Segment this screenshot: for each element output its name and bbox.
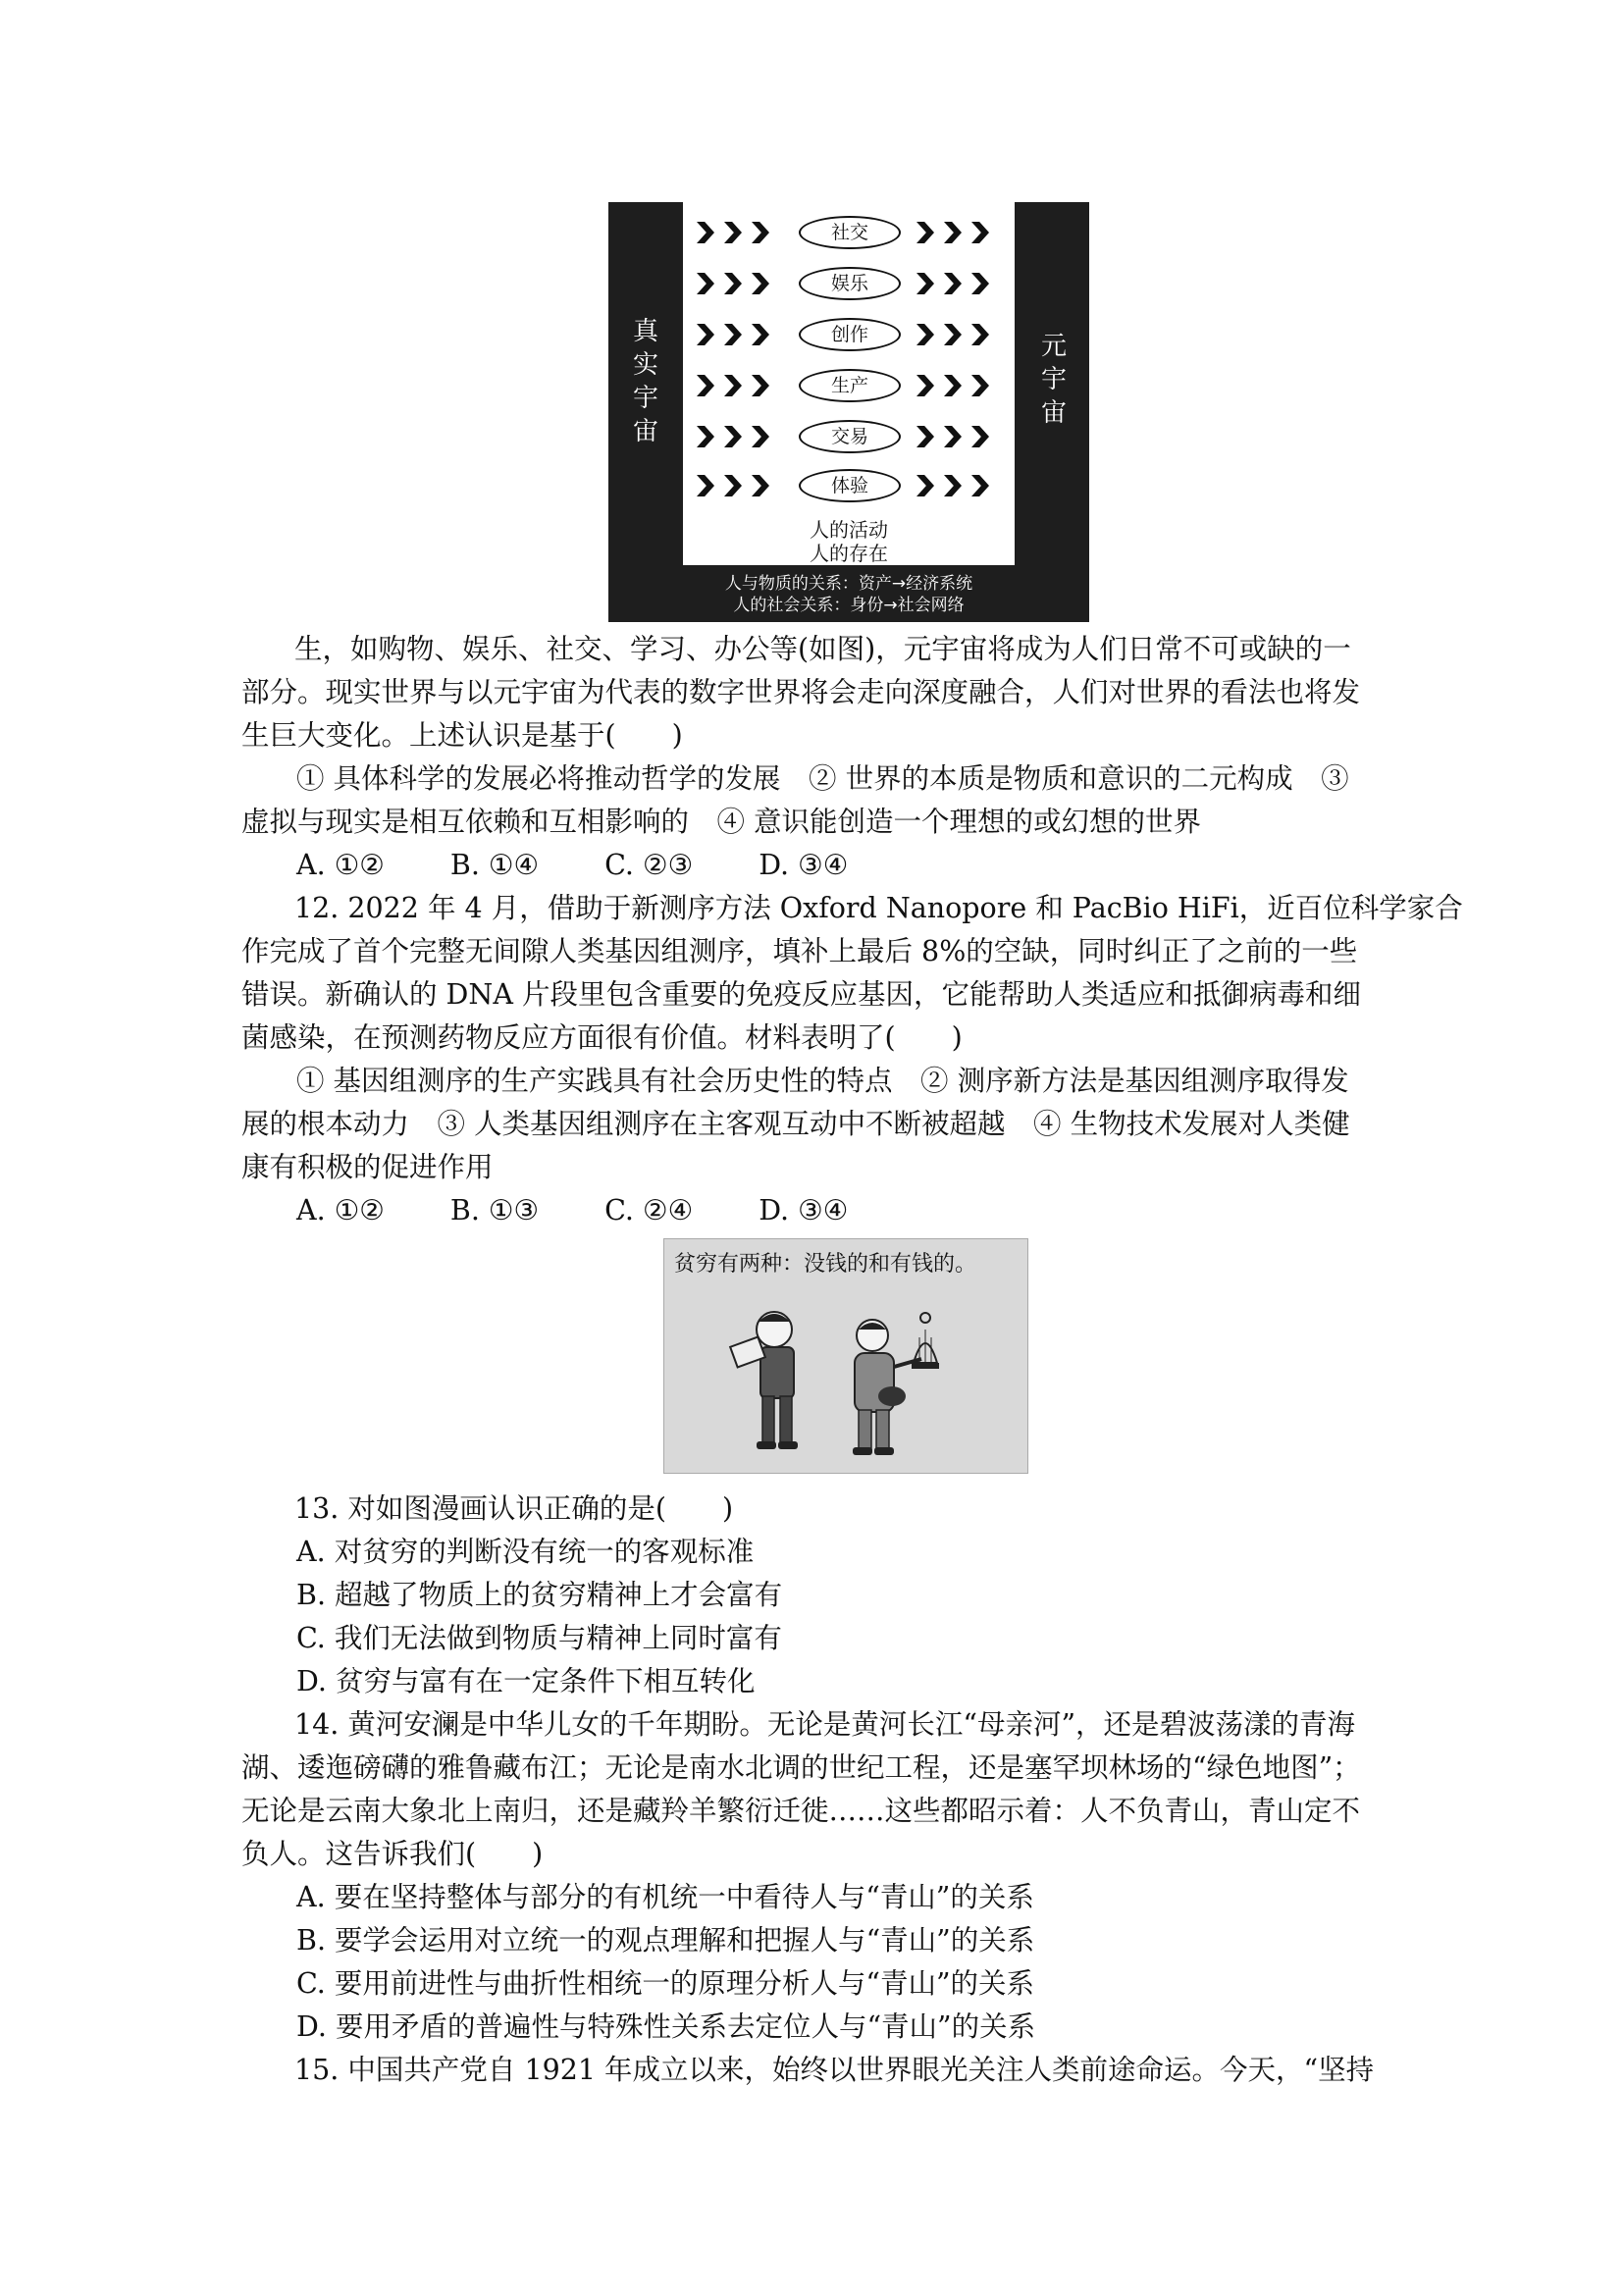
reading-man-icon [730, 1312, 798, 1449]
activity-row [683, 265, 1015, 304]
cartoon-figures-icon [664, 1239, 1027, 1473]
chevron-right-icon [971, 222, 989, 243]
human-existence-caption: 人的存在 [810, 542, 888, 565]
q14-line: 负人。这告诉我们( ) [241, 1838, 544, 1870]
chevron-right-icon [724, 475, 742, 496]
q12-line: 展的根本动力 ③ 人类基因组测序在主客观互动中不断被超越 ④ 生物技术发展对人类健 [241, 1108, 1350, 1140]
chevron-right-icon [916, 426, 934, 447]
q12-line: 错误。新确认的 DNA 片段里包含重要的免疫反应基因，它能帮助人类适应和抵御病毒和细 [241, 978, 1361, 1011]
q13-choice-c[interactable]: C. 我们无法做到物质与精神上同时富有 [296, 1622, 782, 1654]
chevron-right-icon [944, 375, 962, 396]
q14-line: 14. 黄河安澜是中华儿女的千年期盼。无论是黄河长江“母亲河”，还是碧波荡漾的青海 [294, 1708, 1356, 1741]
q11-line: 部分。现实世界与以元宇宙为代表的数字世界将会走向深度融合，人们对世界的看法也将发 [241, 676, 1361, 708]
activity-row [683, 316, 1015, 355]
q14-choice-d[interactable]: D. 要用矛盾的普遍性与特殊性关系去定位人与“青山”的关系 [296, 2010, 1036, 2043]
activity-oval: 体验 [799, 469, 901, 502]
activity-oval: 娱乐 [799, 267, 901, 300]
metaverse-label: 元宇宙 [1040, 332, 1067, 428]
activity-oval: 生产 [799, 369, 901, 402]
chevron-right-icon [944, 222, 962, 243]
q12-line: 康有积极的促进作用 [241, 1151, 494, 1183]
option-b[interactable]: B. ①③ [449, 1194, 540, 1226]
chevron-right-icon [971, 475, 989, 496]
q11-line: 虚拟与现实是相互依赖和互相影响的 ④ 意识能创造一个理想的或幻想的世界 [241, 806, 1202, 838]
q12-line: 菌感染，在预测药物反应方面很有价值。材料表明了( ) [241, 1021, 963, 1054]
chevron-right-icon [697, 324, 714, 345]
q14-line: 湖、逶迤磅礴的雅鲁藏布江；无论是南水北调的世纪工程，还是塞罕坝林场的“绿色地图”； [241, 1751, 1361, 1784]
chevron-right-icon [916, 222, 934, 243]
chevron-right-icon [724, 426, 742, 447]
chevron-right-icon [944, 273, 962, 294]
chevron-right-icon [944, 324, 962, 345]
q14-choice-c[interactable]: C. 要用前进性与曲折性相统一的原理分析人与“青山”的关系 [296, 1967, 1035, 2000]
activity-oval: 创作 [799, 318, 901, 351]
activity-row [683, 214, 1015, 253]
activity-row [683, 418, 1015, 457]
chevron-right-icon [697, 222, 714, 243]
q11-line: 生巨大变化。上述认识是基于( ) [241, 719, 683, 752]
chevron-right-icon [697, 475, 714, 496]
chevron-right-icon [724, 375, 742, 396]
rich-man-icon [853, 1313, 939, 1455]
activity-oval: 交易 [799, 420, 901, 453]
chevron-right-icon [916, 324, 934, 345]
chevron-right-icon [724, 222, 742, 243]
chevron-right-icon [971, 324, 989, 345]
chevron-right-icon [971, 273, 989, 294]
human-activity-caption: 人的活动 [810, 518, 888, 542]
option-b[interactable]: B. ①④ [449, 849, 540, 881]
q14-choice-b[interactable]: B. 要学会运用对立统一的观点理解和把握人与“青山”的关系 [296, 1924, 1035, 1957]
option-a[interactable]: A. ①② [296, 849, 385, 881]
chevron-right-icon [944, 426, 962, 447]
chevron-right-icon [944, 475, 962, 496]
cartoon-caption: 贫穷有两种：没钱的和有钱的。 [674, 1252, 977, 1277]
chevron-right-icon [752, 222, 769, 243]
option-c[interactable]: C. ②④ [604, 1194, 694, 1226]
chevron-right-icon [752, 273, 769, 294]
q12-line: 12. 2022 年 4 月，借助于新测序方法 Oxford Nanopore 和 PacBio HiFi，近百位科学家合 [294, 892, 1463, 924]
chevron-right-icon [971, 375, 989, 396]
chevron-right-icon [752, 375, 769, 396]
option-a[interactable]: A. ①② [296, 1194, 385, 1226]
q12-options [296, 1189, 905, 1232]
chevron-right-icon [916, 375, 934, 396]
chevron-right-icon [916, 475, 934, 496]
relations-box [683, 565, 1015, 622]
chevron-right-icon [971, 426, 989, 447]
q12-line: ① 基因组测序的生产实践具有社会历史性的特点 ② 测序新方法是基因组测序取得发 [296, 1065, 1349, 1097]
metaverse-diagram [608, 202, 1089, 622]
q11-line: ① 具体科学的发展必将推动哲学的发展 ② 世界的本质是物质和意识的二元构成 ③ [296, 762, 1349, 795]
q14-line: 无论是云南大象北上南归，还是藏羚羊繁衍迁徙……这些都昭示着：人不负青山，青山定不 [241, 1795, 1361, 1827]
activity-row [683, 467, 1015, 506]
social-relation-text: 人的社会关系：身份→社会网络 [733, 596, 965, 615]
poverty-cartoon [663, 1238, 1028, 1474]
chevron-right-icon [916, 273, 934, 294]
option-d[interactable]: D. ③④ [759, 849, 849, 881]
q13-stem: 13. 对如图漫画认识正确的是( ) [294, 1492, 734, 1525]
q14-choice-a[interactable]: A. 要在坚持整体与部分的有机统一中看待人与“青山”的关系 [296, 1881, 1034, 1913]
chevron-right-icon [724, 273, 742, 294]
q11-options [296, 844, 905, 887]
q13-choice-b[interactable]: B. 超越了物质上的贫穷精神上才会富有 [296, 1579, 783, 1611]
chevron-right-icon [752, 475, 769, 496]
q11-line: 生，如购物、娱乐、社交、学习、办公等(如图)，元宇宙将成为人们日常不可或缺的一 [294, 633, 1351, 665]
q12-line: 作完成了首个完整无间隙人类基因组测序，填补上最后 8%的空缺，同时纠正了之前的一些 [241, 935, 1358, 967]
chevron-right-icon [697, 426, 714, 447]
q15-line: 15. 中国共产党自 1921 年成立以来，始终以世界眼光关注人类前途命运。今天，“坚持 [294, 2054, 1375, 2086]
chevron-right-icon [697, 375, 714, 396]
activity-row [683, 367, 1015, 406]
option-c[interactable]: C. ②③ [604, 849, 694, 881]
chevron-right-icon [697, 273, 714, 294]
material-relation-text: 人与物质的关系：资产→经济系统 [724, 574, 973, 594]
option-d[interactable]: D. ③④ [759, 1194, 849, 1226]
chevron-right-icon [752, 324, 769, 345]
chevron-right-icon [752, 426, 769, 447]
chevron-right-icon [724, 324, 742, 345]
real-universe-label: 真实宇宙 [632, 317, 658, 446]
activity-oval: 社交 [799, 216, 901, 249]
q13-choice-a[interactable]: A. 对贫穷的判断没有统一的客观标准 [296, 1536, 755, 1568]
q13-choice-d[interactable]: D. 贫穷与富有在一定条件下相互转化 [296, 1665, 756, 1697]
